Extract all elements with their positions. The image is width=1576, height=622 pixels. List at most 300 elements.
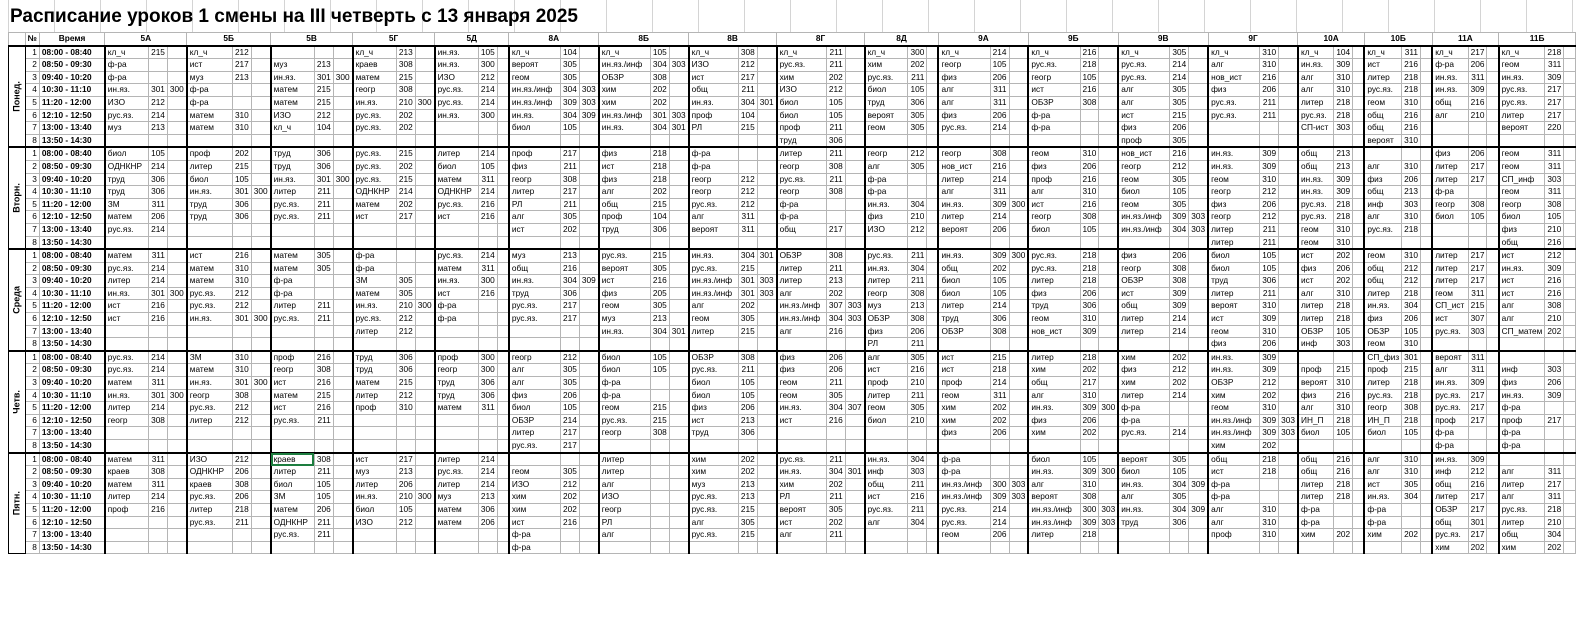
- room2-cell[interactable]: [333, 109, 352, 122]
- room2-cell[interactable]: [333, 541, 352, 554]
- subject-cell[interactable]: [509, 236, 561, 249]
- subject-cell[interactable]: геом: [1499, 186, 1545, 199]
- room2-cell[interactable]: [579, 491, 598, 504]
- subject-cell[interactable]: проф: [271, 351, 315, 364]
- room2-cell[interactable]: [1421, 440, 1433, 453]
- lesson-time[interactable]: 10:30 - 11:10: [39, 389, 104, 402]
- room2-cell[interactable]: [1189, 262, 1208, 275]
- room-cell[interactable]: 213: [314, 59, 333, 72]
- room-cell[interactable]: 306: [1080, 300, 1099, 313]
- subject-cell[interactable]: алг: [1208, 503, 1260, 516]
- room-cell[interactable]: 300: [478, 351, 497, 364]
- room-cell[interactable]: 218: [1402, 287, 1421, 300]
- room2-cell[interactable]: [415, 46, 434, 59]
- room2-cell[interactable]: [333, 275, 352, 288]
- subject-cell[interactable]: кл_ч: [509, 46, 561, 59]
- subject-cell[interactable]: рус.яз.: [1298, 211, 1334, 224]
- room2-cell[interactable]: [1009, 211, 1028, 224]
- room2-cell[interactable]: [1487, 338, 1499, 351]
- room2-cell[interactable]: [1279, 478, 1298, 491]
- room2-cell[interactable]: [1009, 147, 1028, 160]
- subject-cell[interactable]: хим: [1298, 529, 1334, 542]
- subject-cell[interactable]: физ: [865, 325, 908, 338]
- subject-cell[interactable]: алг: [1298, 287, 1334, 300]
- subject-cell[interactable]: биол: [938, 287, 990, 300]
- subject-cell[interactable]: биол: [1118, 186, 1170, 199]
- room2-cell[interactable]: [1564, 325, 1576, 338]
- subject-cell[interactable]: хим: [1208, 440, 1260, 453]
- subject-cell[interactable]: общ: [1364, 186, 1401, 199]
- room-cell[interactable]: 309: [1260, 364, 1279, 377]
- subject-cell[interactable]: [271, 338, 315, 351]
- room-cell[interactable]: 310: [1260, 516, 1279, 529]
- room-cell[interactable]: 306: [149, 173, 168, 186]
- room-cell[interactable]: 301: [650, 109, 669, 122]
- room-cell[interactable]: 211: [314, 313, 333, 326]
- class-header[interactable]: 9Б: [1028, 33, 1118, 46]
- room2-cell[interactable]: [167, 71, 186, 84]
- room-cell[interactable]: 218: [650, 147, 669, 160]
- room-cell[interactable]: 211: [908, 338, 927, 351]
- room2-cell[interactable]: [251, 529, 270, 542]
- room2-cell[interactable]: 300: [251, 313, 270, 326]
- room2-cell[interactable]: [1421, 351, 1433, 364]
- subject-cell[interactable]: ИЗО: [865, 223, 908, 236]
- lesson-number[interactable]: 2: [25, 262, 39, 275]
- room-cell[interactable]: 202: [1260, 440, 1279, 453]
- room-cell[interactable]: [826, 440, 845, 453]
- room-cell[interactable]: 310: [1080, 147, 1099, 160]
- room2-cell[interactable]: [757, 223, 776, 236]
- room-cell[interactable]: 217: [1545, 109, 1564, 122]
- subject-cell[interactable]: биол: [599, 351, 651, 364]
- room-cell[interactable]: 216: [1170, 147, 1189, 160]
- class-header[interactable]: 10А: [1298, 33, 1364, 46]
- subject-cell[interactable]: труд: [689, 427, 739, 440]
- room2-cell[interactable]: [579, 147, 598, 160]
- room2-cell[interactable]: [1564, 491, 1576, 504]
- room-cell[interactable]: 206: [826, 364, 845, 377]
- room2-cell[interactable]: [1189, 173, 1208, 186]
- room2-cell[interactable]: [1487, 478, 1499, 491]
- room-cell[interactable]: 214: [396, 186, 415, 199]
- room2-cell[interactable]: [415, 249, 434, 262]
- subject-cell[interactable]: муз: [353, 466, 397, 479]
- room2-cell[interactable]: [669, 262, 688, 275]
- room2-cell[interactable]: [1421, 427, 1433, 440]
- room2-cell[interactable]: [579, 59, 598, 72]
- room2-cell[interactable]: 309: [1189, 478, 1208, 491]
- room2-cell[interactable]: [845, 84, 864, 97]
- room2-cell[interactable]: [927, 249, 939, 262]
- room-cell[interactable]: 216: [1545, 236, 1564, 249]
- subject-cell[interactable]: алг: [1364, 453, 1401, 466]
- room2-cell[interactable]: [415, 453, 434, 466]
- room2-cell[interactable]: [1421, 287, 1433, 300]
- room2-cell[interactable]: [1564, 236, 1576, 249]
- room2-cell[interactable]: [251, 427, 270, 440]
- room-cell[interactable]: [908, 186, 927, 199]
- room-cell[interactable]: 215: [314, 389, 333, 402]
- lesson-number[interactable]: 4: [25, 389, 39, 402]
- room-cell[interactable]: 202: [650, 96, 669, 109]
- subject-cell[interactable]: рус.яз.: [938, 503, 990, 516]
- room-cell[interactable]: 214: [149, 109, 168, 122]
- room2-cell[interactable]: [1279, 59, 1298, 72]
- room-cell[interactable]: 212: [396, 325, 415, 338]
- lesson-time[interactable]: 08:00 - 08:40: [39, 351, 104, 364]
- subject-cell[interactable]: ин.яз.: [1432, 84, 1468, 97]
- subject-cell[interactable]: ин.яз.: [1499, 71, 1545, 84]
- subject-cell[interactable]: геогр: [689, 186, 739, 199]
- subject-cell[interactable]: [1432, 236, 1468, 249]
- subject-cell[interactable]: литер: [938, 300, 990, 313]
- subject-cell[interactable]: ист: [1118, 109, 1170, 122]
- room2-cell[interactable]: [167, 249, 186, 262]
- room2-cell[interactable]: [251, 338, 270, 351]
- subject-cell[interactable]: биол: [509, 122, 561, 135]
- room-cell[interactable]: 104: [314, 122, 333, 135]
- room-cell[interactable]: 311: [1545, 147, 1564, 160]
- room-cell[interactable]: [1080, 109, 1099, 122]
- room-cell[interactable]: 308: [561, 173, 580, 186]
- room2-cell[interactable]: [579, 236, 598, 249]
- room2-cell[interactable]: [1487, 466, 1499, 479]
- room-cell[interactable]: 305: [561, 59, 580, 72]
- room2-cell[interactable]: [1564, 516, 1576, 529]
- room-cell[interactable]: 214: [990, 503, 1009, 516]
- subject-cell[interactable]: инф: [1432, 466, 1468, 479]
- room2-cell[interactable]: [333, 84, 352, 97]
- subject-cell[interactable]: рус.яз.: [271, 211, 315, 224]
- subject-cell[interactable]: рус.яз.: [1208, 96, 1260, 109]
- room2-cell[interactable]: [1564, 389, 1576, 402]
- subject-cell[interactable]: алг: [509, 211, 561, 224]
- room-cell[interactable]: 105: [314, 491, 333, 504]
- room2-cell[interactable]: [333, 46, 352, 59]
- room-cell[interactable]: 211: [826, 46, 845, 59]
- subject-cell[interactable]: ф-ра: [271, 287, 315, 300]
- room-cell[interactable]: 214: [478, 453, 497, 466]
- room-cell[interactable]: 217: [1468, 275, 1487, 288]
- subject-cell[interactable]: литер: [353, 478, 397, 491]
- room2-cell[interactable]: [1353, 71, 1365, 84]
- room2-cell[interactable]: [1564, 541, 1576, 554]
- room2-cell[interactable]: 303: [757, 287, 776, 300]
- subject-cell[interactable]: ин.яз.: [271, 173, 315, 186]
- subject-cell[interactable]: физ: [1028, 287, 1080, 300]
- room-cell[interactable]: 218: [1080, 529, 1099, 542]
- room2-cell[interactable]: [497, 478, 509, 491]
- room2-cell[interactable]: [1009, 313, 1028, 326]
- room2-cell[interactable]: [167, 529, 186, 542]
- room-cell[interactable]: 306: [314, 147, 333, 160]
- room2-cell[interactable]: [251, 173, 270, 186]
- room-cell[interactable]: 301: [738, 275, 757, 288]
- subject-cell[interactable]: [938, 440, 990, 453]
- room-cell[interactable]: [396, 541, 415, 554]
- room2-cell[interactable]: [167, 414, 186, 427]
- room2-cell[interactable]: [497, 491, 509, 504]
- room-cell[interactable]: 211: [1260, 109, 1279, 122]
- subject-cell[interactable]: алг: [938, 84, 990, 97]
- room-cell[interactable]: [738, 236, 757, 249]
- room2-cell[interactable]: [669, 223, 688, 236]
- room-cell[interactable]: 105: [478, 160, 497, 173]
- room2-cell[interactable]: [1353, 249, 1365, 262]
- room-cell[interactable]: 308: [990, 325, 1009, 338]
- subject-cell[interactable]: матем: [271, 503, 315, 516]
- room2-cell[interactable]: [1421, 529, 1433, 542]
- room2-cell[interactable]: [579, 453, 598, 466]
- subject-cell[interactable]: проф: [509, 147, 561, 160]
- room-cell[interactable]: 202: [1080, 364, 1099, 377]
- subject-cell[interactable]: [599, 440, 651, 453]
- room2-cell[interactable]: [669, 134, 688, 147]
- subject-cell[interactable]: ист: [599, 160, 651, 173]
- subject-cell[interactable]: [938, 541, 990, 554]
- room2-cell[interactable]: [1421, 453, 1433, 466]
- subject-cell[interactable]: рус.яз.: [353, 147, 397, 160]
- room2-cell[interactable]: [1487, 275, 1499, 288]
- room2-cell[interactable]: [251, 440, 270, 453]
- subject-cell[interactable]: кл_ч: [353, 46, 397, 59]
- room-cell[interactable]: 214: [1170, 389, 1189, 402]
- room-cell[interactable]: [314, 287, 333, 300]
- room-cell[interactable]: 206: [1468, 59, 1487, 72]
- room2-cell[interactable]: [1189, 287, 1208, 300]
- room-cell[interactable]: 303: [1468, 325, 1487, 338]
- room-cell[interactable]: 206: [1170, 122, 1189, 135]
- room-cell[interactable]: [1468, 440, 1487, 453]
- room2-cell[interactable]: [1189, 351, 1208, 364]
- subject-cell[interactable]: вероят: [1364, 134, 1401, 147]
- room2-cell[interactable]: [1099, 300, 1118, 313]
- subject-cell[interactable]: биол: [509, 402, 561, 415]
- subject-cell[interactable]: литер: [1499, 516, 1545, 529]
- room-cell[interactable]: 206: [1080, 160, 1099, 173]
- lesson-number[interactable]: 7: [25, 325, 39, 338]
- room2-cell[interactable]: [1564, 313, 1576, 326]
- subject-cell[interactable]: [435, 338, 479, 351]
- room-cell[interactable]: 303: [1334, 122, 1353, 135]
- room2-cell[interactable]: [497, 122, 509, 135]
- room2-cell[interactable]: [1564, 529, 1576, 542]
- subject-cell[interactable]: рус.яз.: [435, 466, 479, 479]
- room2-cell[interactable]: [251, 109, 270, 122]
- room-cell[interactable]: 202: [232, 147, 251, 160]
- room-cell[interactable]: 308: [1545, 300, 1564, 313]
- room2-cell[interactable]: [579, 427, 598, 440]
- room2-cell[interactable]: [757, 503, 776, 516]
- lesson-number[interactable]: 3: [25, 377, 39, 390]
- lesson-time[interactable]: 08:50 - 09:30: [39, 466, 104, 479]
- subject-cell[interactable]: матем: [105, 377, 149, 390]
- subject-cell[interactable]: рус.яз.: [1028, 249, 1080, 262]
- room2-cell[interactable]: [757, 466, 776, 479]
- room-cell[interactable]: 305: [1170, 491, 1189, 504]
- room-cell[interactable]: [826, 338, 845, 351]
- room2-cell[interactable]: [1279, 377, 1298, 390]
- lesson-number[interactable]: 8: [25, 440, 39, 453]
- room2-cell[interactable]: [579, 160, 598, 173]
- room-cell[interactable]: 211: [826, 262, 845, 275]
- room-cell[interactable]: [232, 236, 251, 249]
- subject-cell[interactable]: рус.яз.: [1432, 389, 1468, 402]
- subject-cell[interactable]: труд: [187, 198, 233, 211]
- room-cell[interactable]: [396, 249, 415, 262]
- room2-cell[interactable]: 301: [669, 122, 688, 135]
- room2-cell[interactable]: 300: [415, 491, 434, 504]
- lesson-time[interactable]: 13:00 - 13:40: [39, 325, 104, 338]
- room2-cell[interactable]: [1487, 313, 1499, 326]
- room2-cell[interactable]: [927, 236, 939, 249]
- room2-cell[interactable]: [167, 491, 186, 504]
- subject-cell[interactable]: рус.яз.: [1432, 402, 1468, 415]
- subject-cell[interactable]: общ: [1298, 147, 1334, 160]
- room2-cell[interactable]: [579, 122, 598, 135]
- room-cell[interactable]: 216: [1260, 71, 1279, 84]
- subject-cell[interactable]: литер: [599, 466, 651, 479]
- subject-cell[interactable]: ф-ра: [435, 300, 479, 313]
- subject-cell[interactable]: ин.яз.: [1364, 491, 1401, 504]
- subject-cell[interactable]: геогр: [599, 427, 651, 440]
- room-cell[interactable]: 218: [1334, 491, 1353, 504]
- room-cell[interactable]: 216: [1402, 122, 1421, 135]
- room-cell[interactable]: 105: [1468, 211, 1487, 224]
- room2-cell[interactable]: [1487, 236, 1499, 249]
- room-cell[interactable]: 218: [1402, 377, 1421, 390]
- room2-cell[interactable]: [757, 84, 776, 97]
- room2-cell[interactable]: [251, 46, 270, 59]
- room2-cell[interactable]: [1099, 427, 1118, 440]
- subject-cell[interactable]: алг: [509, 377, 561, 390]
- subject-cell[interactable]: геом: [689, 313, 739, 326]
- room-cell[interactable]: 308: [149, 466, 168, 479]
- room2-cell[interactable]: [1353, 287, 1365, 300]
- room2-cell[interactable]: [1189, 402, 1208, 415]
- room2-cell[interactable]: [167, 313, 186, 326]
- subject-cell[interactable]: биол: [187, 173, 233, 186]
- room-cell[interactable]: 213: [561, 249, 580, 262]
- room-cell[interactable]: 308: [1170, 275, 1189, 288]
- room2-cell[interactable]: [1353, 134, 1365, 147]
- room2-cell[interactable]: [1421, 173, 1433, 186]
- room-cell[interactable]: [149, 427, 168, 440]
- room2-cell[interactable]: [1189, 325, 1208, 338]
- room2-cell[interactable]: [497, 160, 509, 173]
- subject-cell[interactable]: ист: [1499, 287, 1545, 300]
- room-cell[interactable]: 218: [232, 503, 251, 516]
- subject-cell[interactable]: проф: [435, 351, 479, 364]
- room-cell[interactable]: [650, 440, 669, 453]
- room-cell[interactable]: 304: [561, 275, 580, 288]
- subject-cell[interactable]: труд: [271, 147, 315, 160]
- room-cell[interactable]: 301: [314, 173, 333, 186]
- room-cell[interactable]: 211: [826, 377, 845, 390]
- room2-cell[interactable]: [757, 364, 776, 377]
- room2-cell[interactable]: [1353, 236, 1365, 249]
- room2-cell[interactable]: [757, 351, 776, 364]
- subject-cell[interactable]: литер: [1499, 109, 1545, 122]
- subject-cell[interactable]: [105, 427, 149, 440]
- subject-cell[interactable]: хим: [689, 453, 739, 466]
- room2-cell[interactable]: [669, 71, 688, 84]
- subject-cell[interactable]: геом: [1118, 173, 1170, 186]
- subject-cell[interactable]: литер: [435, 147, 479, 160]
- subject-cell[interactable]: литер: [865, 389, 908, 402]
- room2-cell[interactable]: [927, 109, 939, 122]
- room-cell[interactable]: 202: [396, 122, 415, 135]
- room-cell[interactable]: 216: [478, 287, 497, 300]
- room-cell[interactable]: 214: [990, 211, 1009, 224]
- room2-cell[interactable]: 309: [1189, 503, 1208, 516]
- subject-cell[interactable]: геогр: [187, 389, 233, 402]
- room-cell[interactable]: 311: [990, 96, 1009, 109]
- room-cell[interactable]: 218: [1402, 84, 1421, 97]
- room2-cell[interactable]: [1099, 440, 1118, 453]
- subject-cell[interactable]: рус.яз.: [689, 198, 739, 211]
- subject-cell[interactable]: общ: [865, 478, 908, 491]
- room-cell[interactable]: 310: [1080, 478, 1099, 491]
- room-cell[interactable]: 311: [1468, 287, 1487, 300]
- subject-cell[interactable]: инф: [1364, 198, 1401, 211]
- lesson-number[interactable]: 4: [25, 491, 39, 504]
- room2-cell[interactable]: [579, 364, 598, 377]
- room2-cell[interactable]: [1099, 491, 1118, 504]
- subject-cell[interactable]: геогр: [509, 351, 561, 364]
- room-cell[interactable]: [478, 529, 497, 542]
- subject-cell[interactable]: проф: [938, 377, 990, 390]
- subject-cell[interactable]: РЛ: [509, 198, 561, 211]
- class-header[interactable]: 11Б: [1499, 33, 1576, 46]
- room2-cell[interactable]: [1421, 541, 1433, 554]
- room-cell[interactable]: 211: [314, 198, 333, 211]
- room2-cell[interactable]: [1009, 160, 1028, 173]
- subject-cell[interactable]: алг: [1364, 466, 1401, 479]
- room2-cell[interactable]: [251, 262, 270, 275]
- room2-cell[interactable]: [1564, 466, 1576, 479]
- room-cell[interactable]: 212: [1468, 466, 1487, 479]
- room2-cell[interactable]: [1189, 414, 1208, 427]
- lesson-number[interactable]: 1: [25, 351, 39, 364]
- room2-cell[interactable]: [1487, 198, 1499, 211]
- room-cell[interactable]: 301: [232, 313, 251, 326]
- subject-cell[interactable]: ист: [1208, 313, 1260, 326]
- subject-cell[interactable]: ф-ра: [689, 147, 739, 160]
- room-cell[interactable]: 105: [1260, 262, 1279, 275]
- subject-cell[interactable]: физ: [1028, 414, 1080, 427]
- subject-cell[interactable]: геом: [1432, 287, 1468, 300]
- subject-cell[interactable]: ист: [938, 364, 990, 377]
- room2-cell[interactable]: [845, 96, 864, 109]
- lesson-number[interactable]: 2: [25, 160, 39, 173]
- subject-cell[interactable]: алг: [1118, 84, 1170, 97]
- room-cell[interactable]: 202: [396, 109, 415, 122]
- subject-cell[interactable]: геом: [1028, 313, 1080, 326]
- room2-cell[interactable]: [845, 541, 864, 554]
- room-cell[interactable]: 212: [738, 59, 757, 72]
- subject-cell[interactable]: хим: [1118, 351, 1170, 364]
- room-cell[interactable]: 217: [1468, 491, 1487, 504]
- room-cell[interactable]: 105: [1170, 466, 1189, 479]
- room-cell[interactable]: 212: [1260, 377, 1279, 390]
- subject-cell[interactable]: литер: [1432, 262, 1468, 275]
- room-cell[interactable]: 218: [1080, 351, 1099, 364]
- subject-cell[interactable]: рус.яз.: [938, 122, 990, 135]
- room-cell[interactable]: 214: [990, 46, 1009, 59]
- subject-cell[interactable]: литер: [1208, 236, 1260, 249]
